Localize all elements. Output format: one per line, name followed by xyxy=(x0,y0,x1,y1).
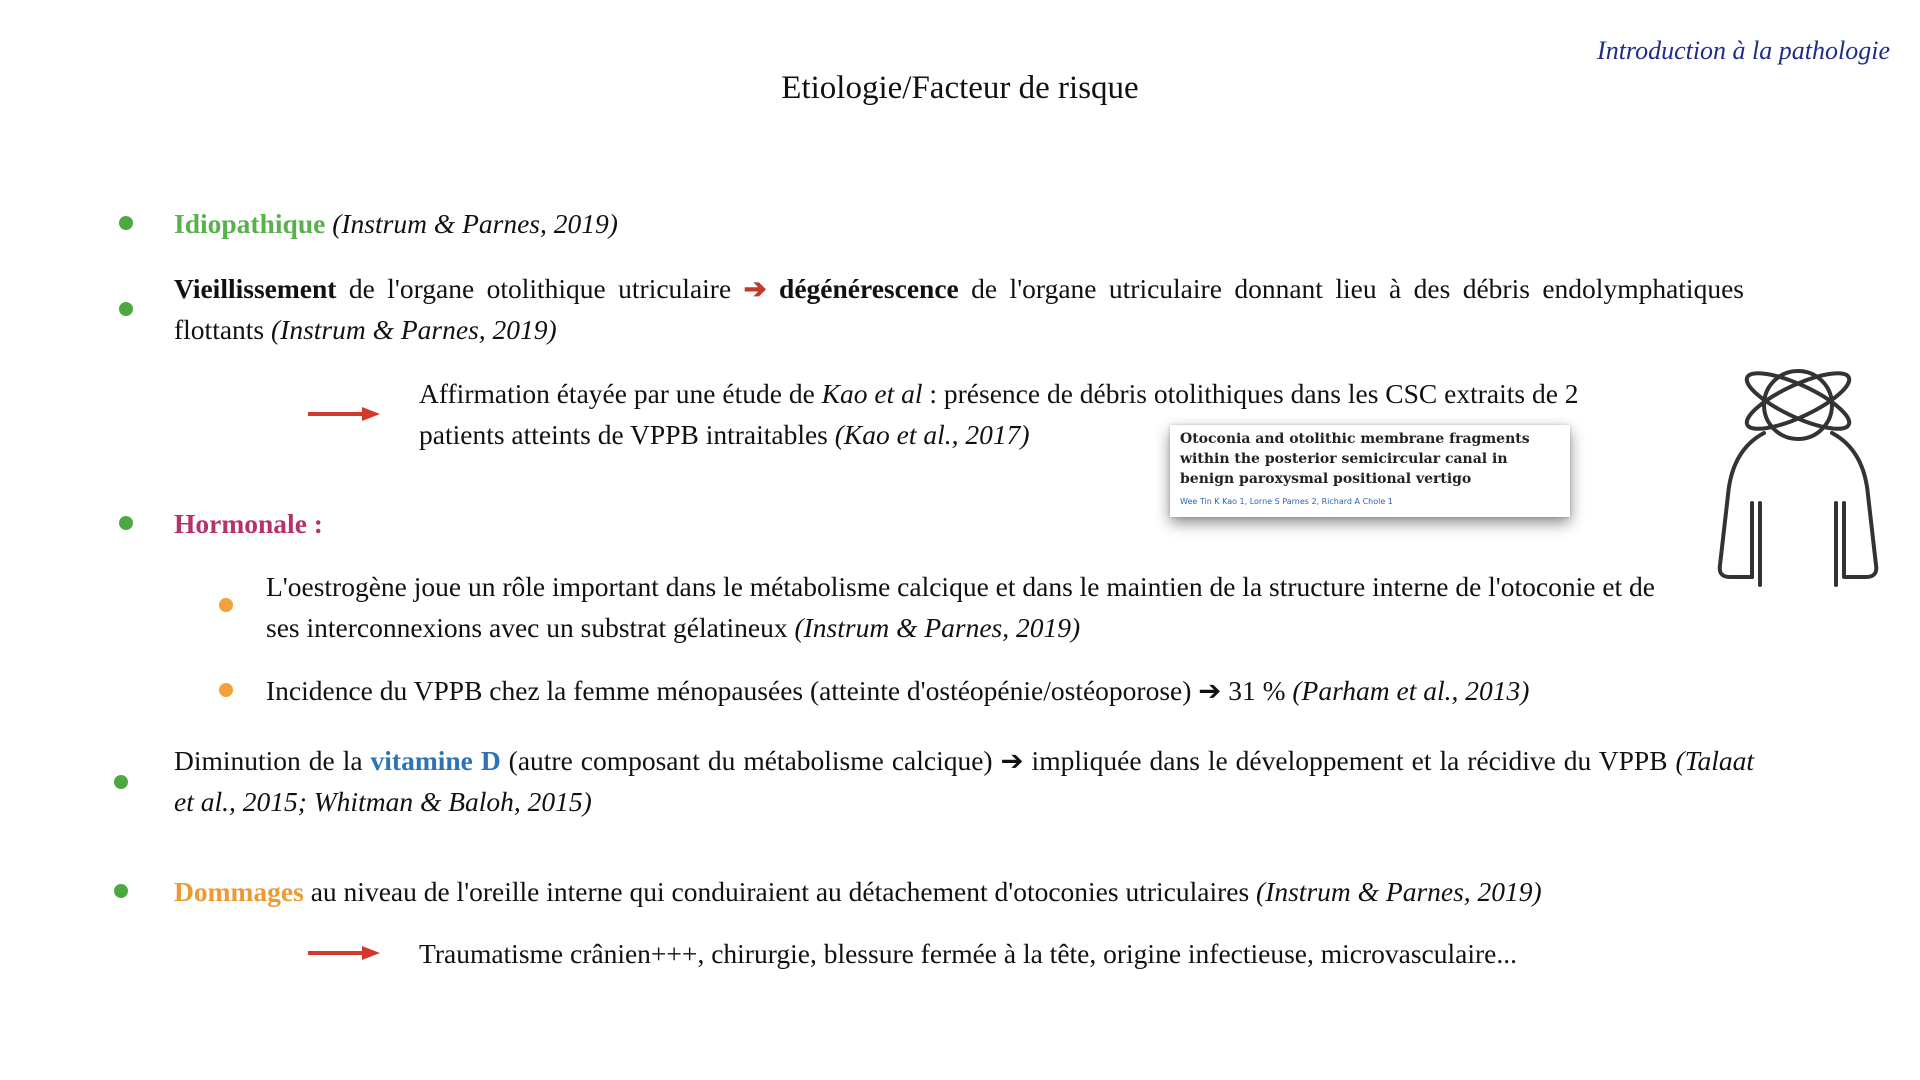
ref-idiopathique: (Instrum & Parnes, 2019) xyxy=(325,208,618,239)
text-vieillissement-1: de l'organe otolithique utriculaire xyxy=(336,273,744,304)
text-oestrogene: L'oestrogène joue un rôle important dans le métabolisme calcique et dans le maintien de la structure interne de l'otoconie et de ses interconnexions avec un substrat gélatineux xyxy=(266,571,1656,643)
item-traumatisme xyxy=(419,933,1819,974)
text-kao-2: : présence de débris otolithiques dans les CSC extraits de 2 patients atteints de VPPB intraitables xyxy=(419,378,1579,450)
item-vitamine xyxy=(174,740,1754,822)
text-vitamine-1: Diminution de la xyxy=(174,745,371,776)
item-hormonale xyxy=(174,503,974,544)
page-title: Etiologie/Facteur de risque xyxy=(781,70,1139,106)
arrow-icon: ➔ xyxy=(743,273,767,304)
item-incidence xyxy=(266,670,1766,711)
green-bullet-icon xyxy=(119,302,133,316)
term-vieillissement: Vieillissement xyxy=(174,273,337,304)
item-dommages xyxy=(174,871,1874,912)
ref-incidence: (Parham et al., 2013) xyxy=(1292,675,1530,706)
text-kao-1: Affirmation étayée par une étude de xyxy=(419,378,822,409)
green-bullet-icon xyxy=(114,884,128,898)
ref-vitamine: (Talaat et al., 2015; Whitman & Baloh, 2015) xyxy=(174,745,1754,817)
red-arrow-icon xyxy=(308,404,380,424)
text-vieillissement-2: de l'organe utriculaire donnant lieu à des débris endolymphatiques flottants xyxy=(174,273,1744,345)
orange-bullet-icon xyxy=(219,598,233,612)
section-label: Introduction à la pathologie xyxy=(1597,36,1890,65)
term-vitamine: vitamine D xyxy=(370,745,501,776)
ref-vieillissement: (Instrum & Parnes, 2019) xyxy=(271,314,557,345)
text-traumatisme: Traumatisme crânien+++, chirurgie, blessure fermée à la tête, origine infectieuse, microvasculaire... xyxy=(419,938,1517,969)
ref-oestrogene: (Instrum & Parnes, 2019) xyxy=(794,612,1081,643)
green-bullet-icon xyxy=(114,775,128,789)
red-arrow-icon xyxy=(308,943,380,963)
green-bullet-icon xyxy=(119,216,133,230)
author-kao: Kao et al xyxy=(821,378,923,409)
ref-kao: (Kao et al., 2017) xyxy=(834,419,1030,450)
paper-authors: Wee Tin K Kao 1, Lorne S Parnes 2, Richard A Chole 1 xyxy=(1180,497,1393,506)
dizzy-person-icon xyxy=(1712,355,1882,595)
item-idiopathique xyxy=(174,203,1774,244)
orange-bullet-icon xyxy=(219,683,233,697)
term-hormonale: Hormonale : xyxy=(174,508,323,539)
item-oestrogene xyxy=(266,566,1676,648)
text-vitamine-2: (autre composant du métabolisme calcique) ➔ impliquée dans le développement et la récidive du VPPB xyxy=(500,745,1676,776)
term-idiopathique: Idiopathique xyxy=(174,208,326,239)
term-dommages: Dommages xyxy=(174,876,304,907)
text-incidence: Incidence du VPPB chez la femme ménopausées (atteinte d'ostéopénie/ostéoporose) ➔ 31 % xyxy=(266,675,1293,706)
paper-screenshot xyxy=(1170,425,1570,517)
green-bullet-icon xyxy=(119,516,133,530)
text-dommages: au niveau de l'oreille interne qui conduiraient au détachement d'otoconies utriculaires xyxy=(303,876,1257,907)
term-degenerescence: dégénérescence xyxy=(766,273,959,304)
paper-title: Otoconia and otolithic membrane fragments within the posterior semicircular canal in benign paroxysmal positional vertigo xyxy=(1180,431,1530,487)
ref-dommages: (Instrum & Parnes, 2019) xyxy=(1256,876,1542,907)
item-vieillissement xyxy=(174,268,1744,350)
